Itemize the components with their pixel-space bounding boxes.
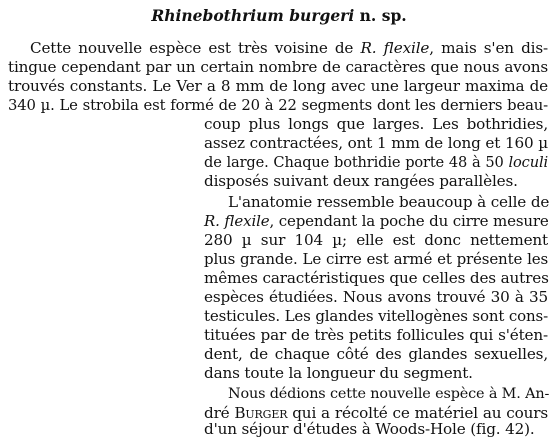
text-line: espèces étudiées. Nous avons trouvé 30 à 35 bbox=[204, 288, 548, 306]
text-line: mêmes caractéristiques que celles des autres bbox=[204, 269, 549, 287]
text-line: coup plus longs que larges. Les bothridies, bbox=[204, 115, 548, 133]
species-heading bbox=[0, 6, 558, 26]
text-line: d'un séjour d'études à Woods-Hole (fig. 42). bbox=[204, 420, 535, 438]
author-name: Burger bbox=[234, 404, 288, 422]
text-line: de large. Chaque bothridie porte 48 à 50 loculi bbox=[204, 154, 548, 171]
text-line: 340 µ. Le strobila est formé de 20 à 22 segments dont les derniers beau- bbox=[8, 97, 548, 114]
text-line: L'anatomie ressemble beaucoup à celle de bbox=[228, 193, 550, 211]
text-line: trouvés constants. Le Ver a 8 mm de long avec une largeur maxima de bbox=[8, 77, 548, 95]
text-line: testicules. Les glandes vitellogènes sont cons- bbox=[204, 307, 548, 325]
text-line: dré Burger qui a récolté ce matériel au cours bbox=[204, 404, 548, 422]
text-line: Cette nouvelle espèce est très voisine de R. flexile, mais s'en dis- bbox=[30, 39, 548, 57]
text-line: plus grande. Le cirre est armé et présente les bbox=[204, 250, 548, 268]
text-line: 280 µ sur 104 µ; elle est donc nettement bbox=[204, 231, 548, 249]
text-line: dans toute la longueur du segment. bbox=[204, 364, 473, 382]
text-line: tingue cependant par un certain nombre de caractères que nous avons bbox=[8, 58, 548, 76]
text-line: disposés suivant deux rangées parallèles. bbox=[204, 172, 518, 190]
text-line: tituées par de très petits follicules qui s'éten- bbox=[204, 326, 548, 344]
text-line: R. flexile, cependant la poche du cirre mesure bbox=[204, 212, 549, 230]
text-line: assez contractées, ont 1 mm de long et 160 µ bbox=[204, 134, 548, 152]
text-line: Nous dédions cette nouvelle espèce à M. An- bbox=[228, 386, 550, 402]
species-suffix: n. sp. bbox=[359, 6, 407, 25]
species-name: Rhinebothrium burgeri bbox=[151, 6, 355, 25]
text-line: dent, de chaque côté des glandes sexuelles, bbox=[204, 345, 548, 363]
